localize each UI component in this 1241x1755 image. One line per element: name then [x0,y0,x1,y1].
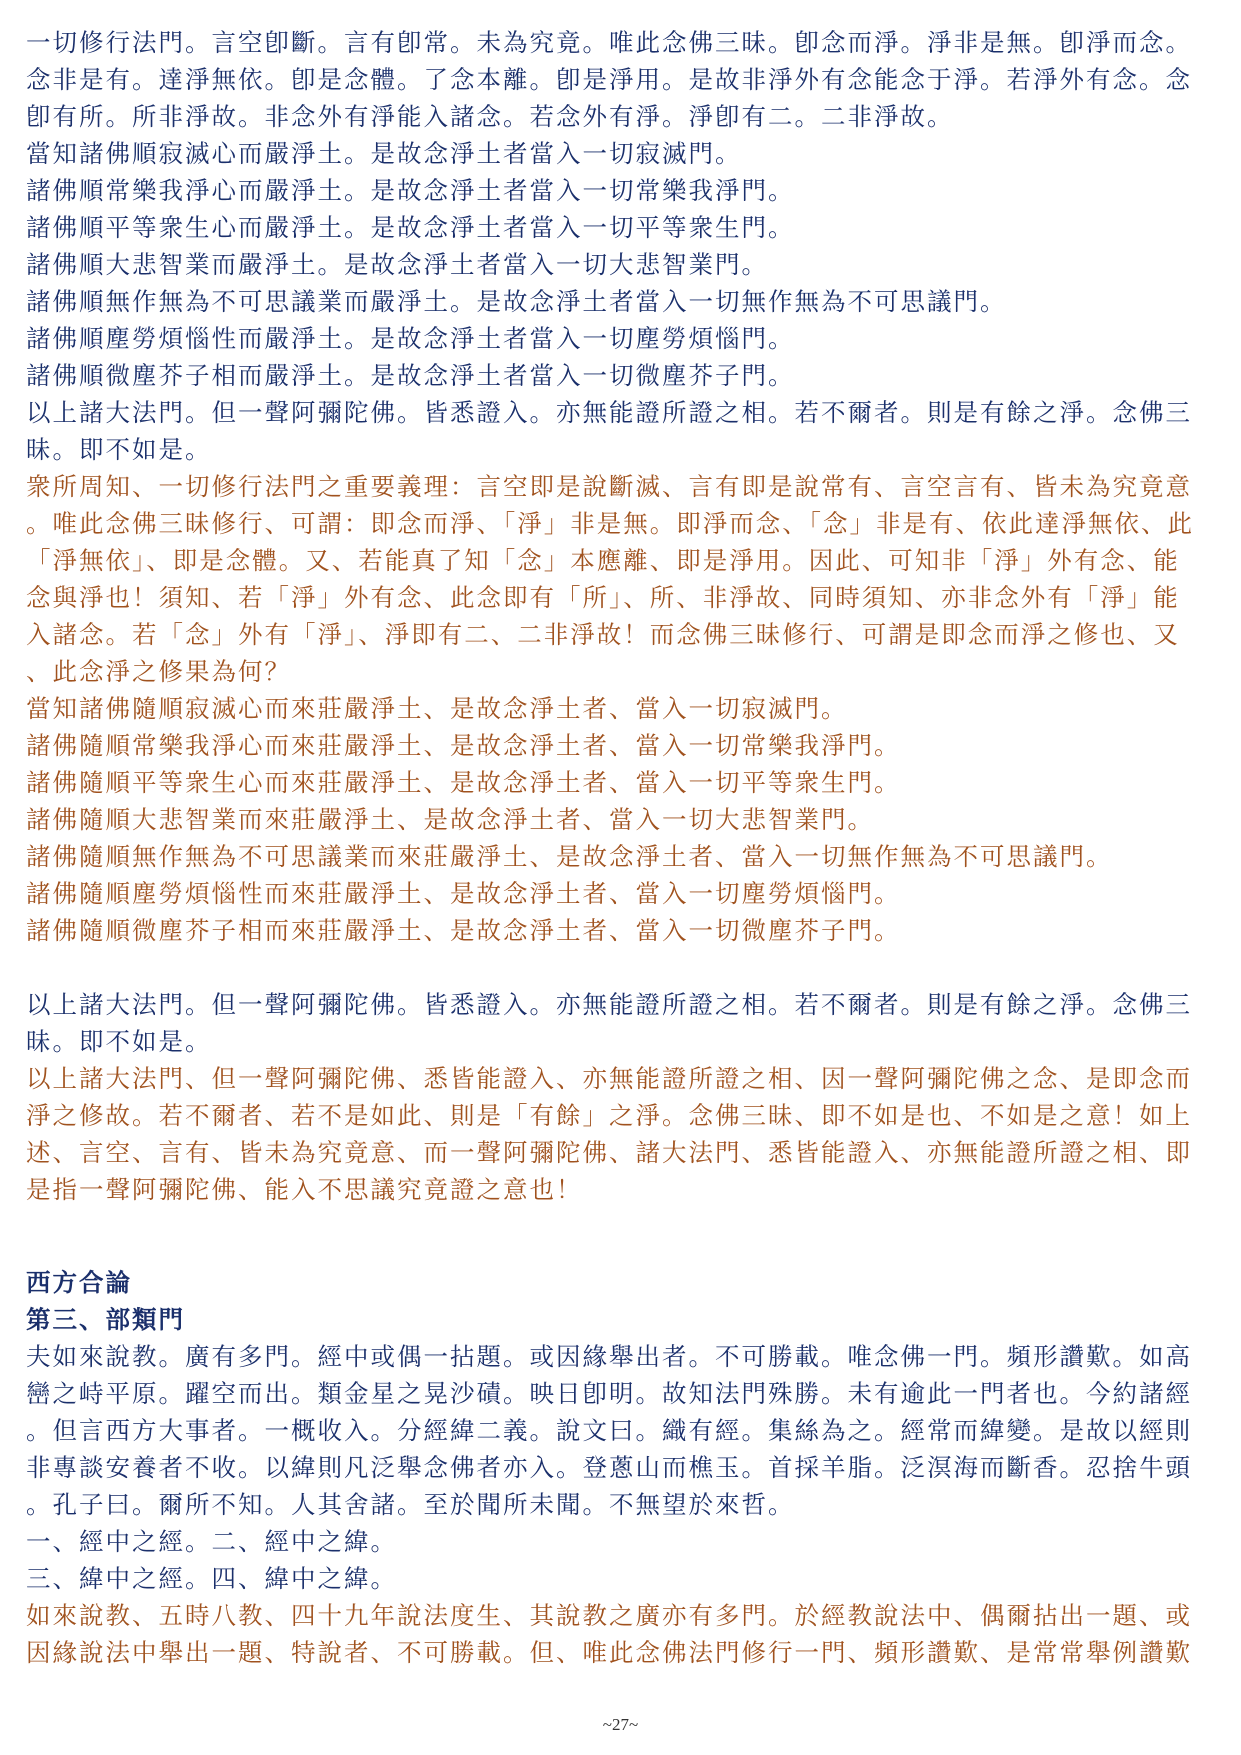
text-line: 諸佛順常樂我淨心而嚴淨土。是故念淨土者當入一切常樂我淨門。 [26,176,795,205]
text-line: 非專談安養者不收。以緯則凡泛舉念佛者亦入。登蔥山而樵玉。首採羊脂。泛溟海而斷香。忍捨牛頭 [26,1453,1192,1482]
text-line: 夫如來說教。廣有多門。經中或偶一拈題。或因緣舉出者。不可勝載。唯念佛一門。頻形讚歎。如高 [26,1342,1192,1371]
text-line: 諸佛順平等衆生心而嚴淨土。是故念淨土者當入一切平等衆生門。 [26,213,795,242]
commentary-line: 「淨無依」、即是念體。又、若能真了知「念」本應離、即是淨用。因此、可知非「淨」外有念、能 [26,546,1180,575]
text-line: 巒之峙平原。躍空而出。類金星之晃沙磧。映日卽明。故知法門殊勝。未有逾此一門者也。今約諸經 [26,1379,1192,1408]
text-line: 三、緯中之經。四、緯中之緯。 [26,1564,397,1593]
text-line: 諸佛順大悲智業而嚴淨土。是故念淨土者當入一切大悲智業門。 [26,250,768,279]
section1-original-text [26,24,1226,468]
text-line: 昧。即不如是。 [26,435,212,464]
section3-commentary [26,1597,1226,1671]
text-line: 諸佛順微塵芥子相而嚴淨土。是故念淨土者當入一切微塵芥子門。 [26,361,795,390]
text-line: 昧。即不如是。 [26,1027,212,1056]
section2-commentary [26,1060,1226,1208]
text-line: 以上諸大法門。但一聲阿彌陀佛。皆悉證入。亦無能證所證之相。若不爾者。則是有餘之淨。念佛三 [26,990,1192,1019]
section3-original-text [26,1338,1226,1597]
section-subheading: 第三、部類門 [26,1305,185,1334]
commentary-line: 、此念淨之修果為何？ [26,657,291,686]
text-line: 。但言西方大事者。一概收入。分經緯二義。說文曰。織有經。集絲為之。經常而緯變。是故以經則 [26,1416,1192,1445]
commentary-line: 是指一聲阿彌陀佛、能入不思議究竟證之意也！ [26,1175,583,1204]
section1-commentary [26,468,1226,949]
commentary-line: 述、言空、言有、皆未為究竟意、而一聲阿彌陀佛、諸大法門、悉皆能證入、亦無能證所證之相、即 [26,1138,1192,1167]
text-line: 諸佛順無作無為不可思議業而嚴淨土。是故念淨土者當入一切無作無為不可思議門。 [26,287,1007,316]
document-page [26,24,1226,1671]
commentary-line: 諸佛隨順平等衆生心而來莊嚴淨土、是故念淨土者、當入一切平等衆生門。 [26,768,901,797]
spacer [26,949,1226,986]
commentary-line: 諸佛隨順微塵芥子相而來莊嚴淨土、是故念淨土者、當入一切微塵芥子門。 [26,916,901,945]
text-line: 諸佛順塵勞煩惱性而嚴淨土。是故念淨土者當入一切塵勞煩惱門。 [26,324,795,353]
commentary-line: 因緣說法中舉出一題、特說者、不可勝載。但、唯此念佛法門修行一門、頻形讚歎、是常常舉例讚歎 [26,1638,1192,1667]
commentary-line: 諸佛隨順塵勞煩惱性而來莊嚴淨土、是故念淨土者、當入一切塵勞煩惱門。 [26,879,901,908]
commentary-line: 。唯此念佛三昧修行、可謂：即念而淨、「淨」非是無。即淨而念、「念」非是有、依此達淨無依、此 [26,509,1194,538]
commentary-line: 如來說教、五時八教、四十九年說法度生、其說教之廣亦有多門。於經教說法中、偶爾拈出一題、或 [26,1601,1192,1630]
text-line: 卽有所。所非淨故。非念外有淨能入諸念。若念外有淨。淨卽有二。二非淨故。 [26,102,954,131]
text-line: 。孔子曰。爾所不知。人其舍諸。至於聞所未聞。不無望於來哲。 [26,1490,795,1519]
commentary-line: 入諸念。若「念」外有「淨」、淨即有二、二非淨故！而念佛三昧修行、可謂是即念而淨之修也、又 [26,620,1180,649]
commentary-line: 衆所周知、一切修行法門之重要義理：言空即是說斷滅、言有即是說常有、言空言有、皆未為究竟意 [26,472,1192,501]
commentary-line: 念與淨也！須知、若「淨」外有念、此念即有「所」、所、非淨故、同時須知、亦非念外有「淨」能 [26,583,1180,612]
commentary-line: 以上諸大法門、但一聲阿彌陀佛、悉皆能證入、亦無能證所證之相、因一聲阿彌陀佛之念、是即念而 [26,1064,1192,1093]
text-line: 以上諸大法門。但一聲阿彌陀佛。皆悉證入。亦無能證所證之相。若不爾者。則是有餘之淨。念佛三 [26,398,1192,427]
section-heading: 西方合論 [26,1268,132,1297]
spacer [26,1208,1226,1264]
commentary-line: 諸佛隨順常樂我淨心而來莊嚴淨土、是故念淨土者、當入一切常樂我淨門。 [26,731,901,760]
page-number: ~27~ [602,1715,639,1734]
commentary-line: 諸佛隨順無作無為不可思議業而來莊嚴淨土、是故念淨土者、當入一切無作無為不可思議門。 [26,842,1113,871]
text-line: 念非是有。達淨無依。卽是念體。了念本離。卽是淨用。是故非淨外有念能念于淨。若淨外有念。念 [26,65,1192,94]
section2-original-text [26,986,1226,1060]
commentary-line: 當知諸佛隨順寂滅心而來莊嚴淨土、是故念淨土者、當入一切寂滅門。 [26,694,848,723]
commentary-line: 淨之修故。若不爾者、若不是如此、則是「有餘」之淨。念佛三昧、即不如是也、不如是之意！如上 [26,1101,1192,1130]
text-line: 一、經中之經。二、經中之緯。 [26,1527,397,1556]
commentary-line: 諸佛隨順大悲智業而來莊嚴淨土、是故念淨土者、當入一切大悲智業門。 [26,805,874,834]
text-line: 一切修行法門。言空卽斷。言有卽常。未為究竟。唯此念佛三昧。卽念而淨。淨非是無。卽淨而念。 [26,28,1192,57]
text-line: 當知諸佛順寂滅心而嚴淨土。是故念淨土者當入一切寂滅門。 [26,139,742,168]
